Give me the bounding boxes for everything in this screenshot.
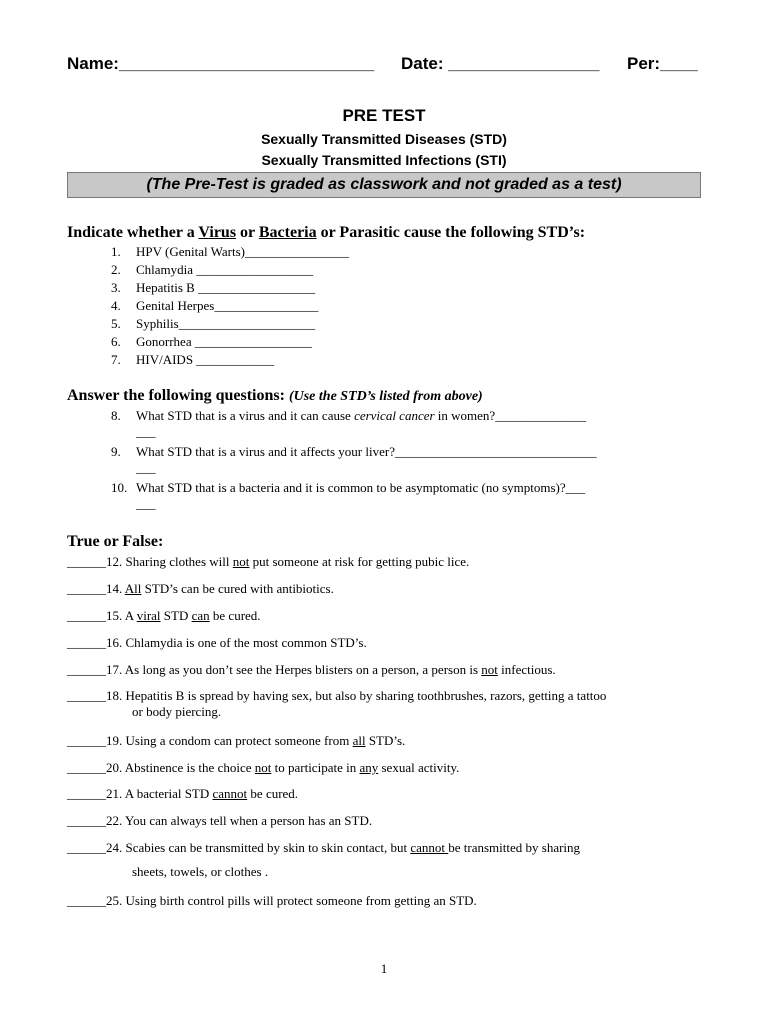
tf-question-18[interactable]: ______18. Hepatitis B is spread by having sex, but also by sharing toothbrushes, razors, getting a tattoo or body piercing. (67, 688, 607, 719)
question-8[interactable]: 8. What STD that is a virus and it can cause cervical cancer in women?______________ ___ (111, 408, 587, 439)
list-item[interactable]: 5. Syphilis_____________________ (111, 316, 316, 331)
tf-question-25[interactable]: ______25. Using birth control pills will protect someone from getting an STD. (67, 893, 477, 908)
page-title: PRE TEST (342, 106, 426, 125)
question-9[interactable]: 9. What STD that is a virus and it affects your liver?_______________________________ ___ (111, 444, 597, 475)
page-number: 1 (380, 961, 388, 976)
section3-heading: True or False: (67, 533, 164, 550)
std-list (111, 243, 349, 369)
list-item[interactable]: 3. Hepatitis B __________________ (111, 280, 316, 295)
tf-question-19[interactable]: ______19. Using a condom can protect someone from all STD’s. (67, 733, 406, 748)
tf-question-16[interactable]: ______16. Chlamydia is one of the most common STD’s. (67, 635, 367, 650)
header-line (67, 54, 703, 78)
tf-question-17[interactable]: ______17. As long as you don’t see the Herpes blisters on a person, a person is not infectious. (67, 662, 556, 677)
tf-question-22[interactable]: ______22. You can always tell when a person has an STD. (67, 813, 373, 828)
subtitle-sti: Sexually Transmitted Infections (STI) (261, 152, 507, 168)
tf-question-21[interactable]: ______21. A bacterial STD cannot be cured. (67, 786, 299, 801)
list-item[interactable]: 2. Chlamydia __________________ (111, 262, 314, 277)
tf-question-12[interactable]: ______12. Sharing clothes will not put someone at risk for getting pubic lice. (67, 554, 470, 569)
section1-heading: Indicate whether a Virus or Bacteria or Parasitic cause the following STD’s: (67, 224, 586, 241)
period-field[interactable]: Per:____ (627, 54, 698, 73)
list-item[interactable]: 4. Genital Herpes________________ (111, 298, 319, 313)
tf-question-14[interactable]: ______14. All STD’s can be cured with antibiotics. (67, 581, 334, 596)
list-item[interactable]: 6. Gonorrhea __________________ (111, 334, 312, 349)
question-10[interactable]: 10. What STD that is a bacteria and it is common to be asymptomatic (no symptoms)?___ ___ (111, 480, 586, 511)
list-item[interactable]: 7. HIV/AIDS ____________ (111, 352, 275, 367)
grading-banner: (The Pre-Test is graded as classwork and not graded as a test) (67, 172, 701, 198)
name-field[interactable]: Name:___________________________ (67, 54, 375, 73)
subtitle-std: Sexually Transmitted Diseases (STD) (261, 131, 507, 147)
tf-question-15[interactable]: ______15. A viral STD can be cured. (67, 608, 261, 623)
tf-question-20[interactable]: ______20. Abstinence is the choice not to participate in any sexual activity. (67, 760, 460, 775)
list-item[interactable]: 1. HPV (Genital Warts)________________ (111, 244, 349, 259)
date-field[interactable]: Date: ________________ (401, 54, 600, 73)
tf-question-24[interactable]: ______24. Scabies can be transmitted by skin to skin contact, but cannot be transmitted by sharing sheets, towels, or clothes . (67, 840, 581, 879)
section2-heading: Answer the following questions: (Use the STD’s listed from above) (67, 387, 483, 404)
